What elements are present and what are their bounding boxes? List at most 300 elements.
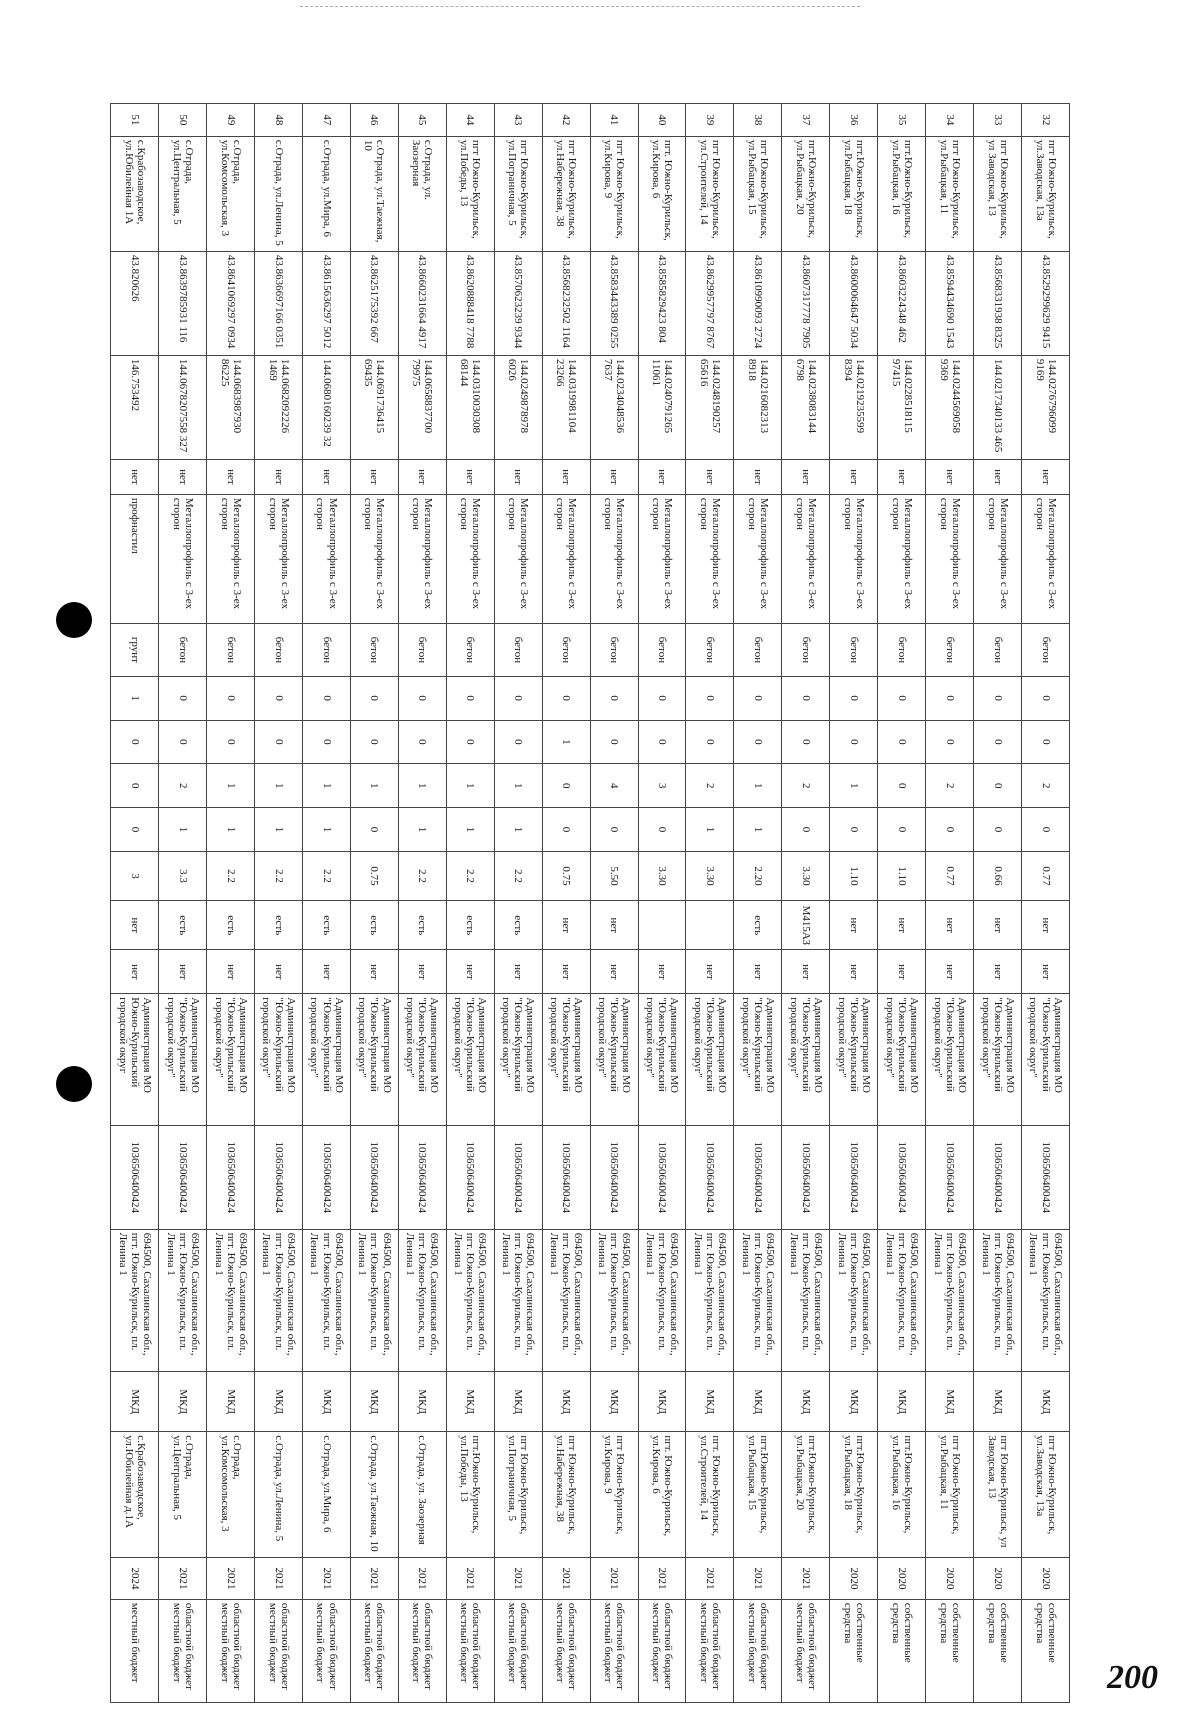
cell-lon: 144.0310030308 68144 bbox=[446, 355, 494, 459]
table-row bbox=[542, 104, 590, 1703]
cell-lat: 43.8607317778 7905 bbox=[782, 251, 830, 355]
cell-num: 37 bbox=[782, 104, 830, 137]
table-row bbox=[1022, 104, 1070, 1703]
cell-source: с.Крабозаводское, ул.Юбилейная д.1А bbox=[111, 1432, 159, 1558]
cell-c10: 0 bbox=[830, 808, 878, 852]
cell-num: 42 bbox=[542, 104, 590, 137]
cell-f4: нет bbox=[255, 459, 303, 494]
cell-c13: нет bbox=[686, 950, 734, 994]
cell-f4: нет bbox=[1022, 459, 1070, 494]
cell-num: 43 bbox=[494, 104, 542, 137]
cell-c11: 0.77 bbox=[1022, 851, 1070, 900]
cell-c9: 2 bbox=[159, 764, 207, 808]
cell-c12: нет bbox=[974, 901, 1022, 950]
cell-source: пгт Южно-Курильск, ул.Набережная, 38 bbox=[542, 1432, 590, 1558]
cell-address: пгт Южно-Курильск, ул Заводская, 13 bbox=[974, 136, 1022, 251]
table-row bbox=[111, 104, 159, 1703]
cell-type: МКД bbox=[494, 1372, 542, 1432]
cell-cover: Металлопрофиль с 3-ех сторон bbox=[398, 494, 446, 623]
cell-year: 2021 bbox=[159, 1558, 207, 1600]
cell-base: бетон bbox=[590, 624, 638, 677]
cell-c13: нет bbox=[590, 950, 638, 994]
cell-owner_addr: 694500, Сахалинская обл., пгт. Южно-Курильск, пл. Ленина 1 bbox=[734, 1229, 782, 1371]
cell-lon: 144.0658837700 79975 bbox=[398, 355, 446, 459]
cell-owner_addr: 694500, Сахалинская обл., пгт. Южно-Курильск, пл. Ленина 1 bbox=[398, 1229, 446, 1371]
cell-type: МКД bbox=[1022, 1372, 1070, 1432]
cell-owner: Администрация МО "Южно-Курильский городской округ" bbox=[830, 994, 878, 1125]
cell-type: МКД bbox=[638, 1372, 686, 1432]
cell-c11: 1.10 bbox=[878, 851, 926, 900]
cell-c9: 2 bbox=[926, 764, 974, 808]
cell-f4: нет bbox=[926, 459, 974, 494]
cell-c7: 0 bbox=[830, 676, 878, 720]
cell-c11: 3.30 bbox=[686, 851, 734, 900]
cell-year: 2021 bbox=[350, 1558, 398, 1600]
cell-year: 2021 bbox=[734, 1558, 782, 1600]
cell-c9: 1 bbox=[398, 764, 446, 808]
cell-lon: 144.0691736415 69435 bbox=[350, 355, 398, 459]
cell-type: МКД bbox=[686, 1372, 734, 1432]
cell-c10: 0 bbox=[350, 808, 398, 852]
cell-cover: Металлопрофиль с 3-ех сторон bbox=[926, 494, 974, 623]
cell-c10: 0 bbox=[542, 808, 590, 852]
cell-c12: нет bbox=[878, 901, 926, 950]
cell-lat: 43.8583443389 0255 bbox=[590, 251, 638, 355]
cell-type: МКД bbox=[303, 1372, 351, 1432]
cell-c10: 1 bbox=[446, 808, 494, 852]
cell-owner_addr: 694500, Сахалинская обл., пгт. Южно-Курильск, пл. Ленина 1 bbox=[207, 1229, 255, 1371]
cell-ogrn: 1036506400424 bbox=[974, 1125, 1022, 1229]
cell-lon: 144.0319981104 23266 bbox=[542, 355, 590, 459]
cell-cover: Металлопрофиль с 3-ех сторон bbox=[207, 494, 255, 623]
cell-cover: Металлопрофиль с 3-ех сторон bbox=[350, 494, 398, 623]
cell-base: бетон bbox=[878, 624, 926, 677]
cell-base: бетон bbox=[494, 624, 542, 677]
cell-owner: Администрация МО "Южно-Курильский городской округ" bbox=[303, 994, 351, 1125]
cell-type: МКД bbox=[590, 1372, 638, 1432]
cell-ogrn: 1036506400424 bbox=[446, 1125, 494, 1229]
cell-c7: 0 bbox=[1022, 676, 1070, 720]
cell-c7: 0 bbox=[398, 676, 446, 720]
cell-source: с.Отрада, ул. Заозерная bbox=[398, 1432, 446, 1558]
cell-owner_addr: 694500, Сахалинская обл., пгт. Южно-Курильск, пл. Ленина 1 bbox=[542, 1229, 590, 1371]
cell-f4: нет bbox=[398, 459, 446, 494]
cell-address: пгт Южно-Курильск, ул.Строителей, 14 bbox=[686, 136, 734, 251]
cell-address: с.Отрада, ул.Комсомольская, 3 bbox=[207, 136, 255, 251]
cell-c8: 0 bbox=[782, 720, 830, 764]
cell-c8: 0 bbox=[111, 720, 159, 764]
cell-base: бетон bbox=[350, 624, 398, 677]
cell-year: 2020 bbox=[1022, 1558, 1070, 1600]
cell-funding: областной бюджет местный бюджет bbox=[350, 1599, 398, 1702]
cell-year: 2021 bbox=[446, 1558, 494, 1600]
cell-owner: Администрация МО "Южно-Курильский городской округ" bbox=[255, 994, 303, 1125]
cell-cover: Металлопрофиль с 3-ех сторон bbox=[1022, 494, 1070, 623]
cell-f4: нет bbox=[542, 459, 590, 494]
cell-c10: 1 bbox=[303, 808, 351, 852]
cell-c8: 0 bbox=[398, 720, 446, 764]
cell-num: 35 bbox=[878, 104, 926, 137]
rotated-page bbox=[110, 103, 1070, 1703]
cell-owner_addr: 694500, Сахалинская обл., пгт. Южно-Курильск, пл. Ленина 1 bbox=[446, 1229, 494, 1371]
cell-source: пгт Южно-Курильск, ул.Кирова, 9 bbox=[590, 1432, 638, 1558]
cell-year: 2021 bbox=[255, 1558, 303, 1600]
cell-c12: М415АЗ bbox=[782, 901, 830, 950]
cell-lon: 144.0217340133 465 bbox=[974, 355, 1022, 459]
cell-ogrn: 1036506400424 bbox=[590, 1125, 638, 1229]
cell-num: 45 bbox=[398, 104, 446, 137]
cell-owner: Администрация МО Южно-Курильский городской округ bbox=[111, 994, 159, 1125]
cell-base: бетон bbox=[638, 624, 686, 677]
cell-num: 41 bbox=[590, 104, 638, 137]
cell-c10: 1 bbox=[255, 808, 303, 852]
cell-funding: областной бюджет местный бюджет bbox=[542, 1599, 590, 1702]
page-number: 200 bbox=[1107, 1659, 1158, 1696]
cell-c7: 0 bbox=[782, 676, 830, 720]
cell-f4: нет bbox=[494, 459, 542, 494]
cell-owner: Администрация МО "Южно-Курильский городской округ" bbox=[782, 994, 830, 1125]
cell-source: с.Отрада, ул.Комсомольская, 3 bbox=[207, 1432, 255, 1558]
cell-c7: 0 bbox=[494, 676, 542, 720]
cell-c11: 0.75 bbox=[542, 851, 590, 900]
cell-num: 40 bbox=[638, 104, 686, 137]
cell-c13: нет bbox=[734, 950, 782, 994]
cell-type: МКД bbox=[926, 1372, 974, 1432]
cell-owner: Администрация МО "Южно-Курильский городской округ" bbox=[734, 994, 782, 1125]
cell-cover: Металлопрофиль с 3-ех сторон bbox=[782, 494, 830, 623]
cell-lon: 144.0238083144 6798 bbox=[782, 355, 830, 459]
cell-c13: нет bbox=[111, 950, 159, 994]
cell-cover: Металлопрофиль с 3-ех сторон bbox=[878, 494, 926, 623]
cell-c8: 0 bbox=[207, 720, 255, 764]
cell-type: МКД bbox=[398, 1372, 446, 1432]
cell-base: бетон bbox=[686, 624, 734, 677]
cell-ogrn: 1036506400424 bbox=[398, 1125, 446, 1229]
cell-lat: 43.8594434690 1543 bbox=[926, 251, 974, 355]
cell-owner: Администрация МО "Южно-Курильский городской округ" bbox=[638, 994, 686, 1125]
cell-ogrn: 1036506400424 bbox=[350, 1125, 398, 1229]
cell-c9: 1 bbox=[734, 764, 782, 808]
cell-address: с.Отрада, ул. Заозерная bbox=[398, 136, 446, 251]
cell-c7: 0 bbox=[686, 676, 734, 720]
cell-address: пгт.Южно-Курильск, ул.Рыбацкая, 16 bbox=[878, 136, 926, 251]
cell-c9: 1 bbox=[207, 764, 255, 808]
table-row bbox=[734, 104, 782, 1703]
cell-f4: нет bbox=[686, 459, 734, 494]
cell-cover: Металлопрофиль с 3-ех сторон bbox=[590, 494, 638, 623]
cell-owner: Администрация МО "Южно-Курильский городской округ" bbox=[494, 994, 542, 1125]
cell-base: бетон bbox=[734, 624, 782, 677]
cell-lon: 144.0228518115 97415 bbox=[878, 355, 926, 459]
cell-year: 2020 bbox=[830, 1558, 878, 1600]
cell-cover: Металлопрофиль с 3-ех сторон bbox=[446, 494, 494, 623]
cell-c8: 0 bbox=[350, 720, 398, 764]
cell-source: с.Отрада, ул.Мира, 6 bbox=[303, 1432, 351, 1558]
cell-c13: нет bbox=[494, 950, 542, 994]
cell-funding: областной бюджет местный бюджет bbox=[303, 1599, 351, 1702]
cell-owner_addr: 694500, Сахалинская обл., пгт. Южно-Курильск, пл. Ленина 1 bbox=[926, 1229, 974, 1371]
cell-owner: Администрация МО "Южно-Курильский городской округ" bbox=[878, 994, 926, 1125]
cell-c10: 0 bbox=[638, 808, 686, 852]
cell-base: грунт bbox=[111, 624, 159, 677]
cell-year: 2020 bbox=[926, 1558, 974, 1600]
cell-year: 2021 bbox=[303, 1558, 351, 1600]
cell-address: пгт Южно-Курильск, ул.Заводская, 13а bbox=[1022, 136, 1070, 251]
cell-year: 2021 bbox=[398, 1558, 446, 1600]
cell-owner_addr: 694500, Сахалинская обл., пгт. Южно-Курильск, пл. Ленина 1 bbox=[830, 1229, 878, 1371]
cell-owner_addr: 694500, Сахалинская обл., пгт. Южно-Курильск, пл. Ленина 1 bbox=[686, 1229, 734, 1371]
cell-c12: нет bbox=[111, 901, 159, 950]
cell-cover: Металлопрофиль с 3-ех сторон bbox=[686, 494, 734, 623]
cell-c9: 2 bbox=[782, 764, 830, 808]
cell-funding: областной бюджет местный бюджет bbox=[590, 1599, 638, 1702]
cell-base: бетон bbox=[159, 624, 207, 677]
cell-ogrn: 1036506400424 bbox=[830, 1125, 878, 1229]
cell-owner_addr: 694500, Сахалинская обл., пгт. Южно-Курильск, пл. Ленина 1 bbox=[159, 1229, 207, 1371]
cell-year: 2021 bbox=[542, 1558, 590, 1600]
cell-funding: областной бюджет местный бюджет bbox=[782, 1599, 830, 1702]
cell-type: МКД bbox=[878, 1372, 926, 1432]
cell-c11: 2.2 bbox=[303, 851, 351, 900]
cell-base: бетон bbox=[303, 624, 351, 677]
cell-c13: нет bbox=[830, 950, 878, 994]
cell-type: МКД bbox=[782, 1372, 830, 1432]
cell-c9: 1 bbox=[446, 764, 494, 808]
cell-num: 50 bbox=[159, 104, 207, 137]
cell-lat: 43.8629957797 8767 bbox=[686, 251, 734, 355]
cell-cover: Металлопрофиль с 3-ех сторон bbox=[303, 494, 351, 623]
cell-c12 bbox=[686, 901, 734, 950]
cell-c13: нет bbox=[638, 950, 686, 994]
cell-funding: местный бюджет bbox=[111, 1599, 159, 1702]
cell-c10: 1 bbox=[398, 808, 446, 852]
cell-c12: есть bbox=[350, 901, 398, 950]
cell-address: с.Отрада, ул.Мира, 6 bbox=[303, 136, 351, 251]
cell-c12: нет bbox=[542, 901, 590, 950]
cell-c11: 1.10 bbox=[830, 851, 878, 900]
cell-c7: 0 bbox=[255, 676, 303, 720]
table-row bbox=[830, 104, 878, 1703]
cell-c11: 3.30 bbox=[782, 851, 830, 900]
cell-c7: 0 bbox=[590, 676, 638, 720]
cell-c13: нет bbox=[782, 950, 830, 994]
cell-num: 34 bbox=[926, 104, 974, 137]
cell-lon: 144.0216082313 8918 bbox=[734, 355, 782, 459]
cell-year: 2021 bbox=[207, 1558, 255, 1600]
table-row bbox=[782, 104, 830, 1703]
cell-c12: нет bbox=[830, 901, 878, 950]
cell-c8: 0 bbox=[686, 720, 734, 764]
cell-c10: 0 bbox=[974, 808, 1022, 852]
cell-lat: 43.8529299629 9415 bbox=[1022, 251, 1070, 355]
cell-source: пгт.Южно-Курильск, ул.Победы, 13 bbox=[446, 1432, 494, 1558]
cell-c9: 1 bbox=[255, 764, 303, 808]
cell-type: МКД bbox=[159, 1372, 207, 1432]
cell-lon: 144.0240791265 11061 bbox=[638, 355, 686, 459]
table-row bbox=[878, 104, 926, 1703]
cell-ogrn: 1036506400424 bbox=[878, 1125, 926, 1229]
cell-lon: 146.753492 bbox=[111, 355, 159, 459]
cell-c13: нет bbox=[303, 950, 351, 994]
cell-c12: есть bbox=[159, 901, 207, 950]
cell-c10: 0 bbox=[782, 808, 830, 852]
cell-c7: 0 bbox=[974, 676, 1022, 720]
cell-num: 33 bbox=[974, 104, 1022, 137]
cell-lat: 43.8610990093 2724 bbox=[734, 251, 782, 355]
cell-ogrn: 1036506400424 bbox=[159, 1125, 207, 1229]
cell-c12: есть bbox=[207, 901, 255, 950]
cell-num: 32 bbox=[1022, 104, 1070, 137]
table-row bbox=[926, 104, 974, 1703]
cell-c13: нет bbox=[207, 950, 255, 994]
cell-source: пгт.Южно-Курильск, ул.Рыбацкая, 18 bbox=[830, 1432, 878, 1558]
cell-lat: 43.8639785931 116 bbox=[159, 251, 207, 355]
cell-year: 2024 bbox=[111, 1558, 159, 1600]
cell-num: 39 bbox=[686, 104, 734, 137]
cell-source: пгт Южно-Курильск, ул.Пограничная, 5 bbox=[494, 1432, 542, 1558]
cell-c8: 1 bbox=[542, 720, 590, 764]
cell-type: МКД bbox=[446, 1372, 494, 1432]
cell-c8: 0 bbox=[734, 720, 782, 764]
cell-lon: 144.0248190257 65616 bbox=[686, 355, 734, 459]
cell-c11: 3 bbox=[111, 851, 159, 900]
table-row bbox=[207, 104, 255, 1703]
cell-cover: Металлопрофиль с 3-ех сторон bbox=[255, 494, 303, 623]
cell-c7: 0 bbox=[207, 676, 255, 720]
cell-c12: есть bbox=[446, 901, 494, 950]
cell-f4: нет bbox=[734, 459, 782, 494]
cell-num: 51 bbox=[111, 104, 159, 137]
table-row bbox=[159, 104, 207, 1703]
table-row bbox=[255, 104, 303, 1703]
table-row bbox=[446, 104, 494, 1703]
cell-ogrn: 1036506400424 bbox=[782, 1125, 830, 1229]
cell-year: 2020 bbox=[878, 1558, 926, 1600]
cell-cover: Металлопрофиль с 3-ех сторон bbox=[734, 494, 782, 623]
cell-f4: нет bbox=[830, 459, 878, 494]
cell-c10: 1 bbox=[159, 808, 207, 852]
cell-year: 2021 bbox=[638, 1558, 686, 1600]
cell-c11: 2.2 bbox=[446, 851, 494, 900]
table-row bbox=[590, 104, 638, 1703]
cell-f4: нет bbox=[303, 459, 351, 494]
cell-address: пгт Южно-Курильск, ул.Пограничная, 5 bbox=[494, 136, 542, 251]
cell-owner: Администрация МО "Южно-Курильский городской округ" bbox=[398, 994, 446, 1125]
cell-type: МКД bbox=[734, 1372, 782, 1432]
table-row bbox=[494, 104, 542, 1703]
cell-c12: нет bbox=[926, 901, 974, 950]
cell-year: 2021 bbox=[782, 1558, 830, 1600]
cell-source: пгт. Южно-Курильск, ул.Кирова, 6 bbox=[638, 1432, 686, 1558]
cell-owner_addr: 694500, Сахалинская обл., пгт. Южно-Курильск, пл. Ленина 1 bbox=[350, 1229, 398, 1371]
cell-base: бетон bbox=[782, 624, 830, 677]
cell-c12: есть bbox=[303, 901, 351, 950]
cell-owner_addr: 694500, Сахалинская обл., пгт. Южно-Курильск, пл. Ленина 1 bbox=[111, 1229, 159, 1371]
cell-c8: 0 bbox=[830, 720, 878, 764]
cell-owner: Администрация МО "Южно-Курильский городской округ" bbox=[350, 994, 398, 1125]
cell-address: пгт. Южно-Курильск, ул.Кирова, 6 bbox=[638, 136, 686, 251]
cell-c12: есть bbox=[494, 901, 542, 950]
cell-lon: 144.0680160239 32 bbox=[303, 355, 351, 459]
cell-c13: нет bbox=[446, 950, 494, 994]
cell-c8: 0 bbox=[446, 720, 494, 764]
cell-c8: 0 bbox=[878, 720, 926, 764]
cell-lat: 43.8568331938 8325 bbox=[974, 251, 1022, 355]
cell-c9: 2 bbox=[1022, 764, 1070, 808]
cell-year: 2021 bbox=[590, 1558, 638, 1600]
cell-address: пгт Южно-Курильск, ул.Рыбацкая, 11 bbox=[926, 136, 974, 251]
cell-address: пгт Южно-Курильск, ул.Набережная, 38 bbox=[542, 136, 590, 251]
cell-cover: Металлопрофиль с 3-ех сторон bbox=[638, 494, 686, 623]
cell-c9: 1 bbox=[494, 764, 542, 808]
cell-c9: 1 bbox=[303, 764, 351, 808]
cell-c9: 0 bbox=[878, 764, 926, 808]
cell-funding: областной бюджет местный бюджет bbox=[638, 1599, 686, 1702]
cell-c10: 0 bbox=[590, 808, 638, 852]
cell-address: с.Отрада, ул.Таежная, 10 bbox=[350, 136, 398, 251]
cell-funding: собственные средства bbox=[830, 1599, 878, 1702]
cell-c13: нет bbox=[1022, 950, 1070, 994]
cell-c12: нет bbox=[590, 901, 638, 950]
cell-c9: 0 bbox=[111, 764, 159, 808]
cell-address: пгт Южно-Курильск, ул.Кирова, 9 bbox=[590, 136, 638, 251]
cell-c12: есть bbox=[734, 901, 782, 950]
cell-c7: 0 bbox=[926, 676, 974, 720]
cell-funding: областной бюджет местный бюджет bbox=[734, 1599, 782, 1702]
cell-c13: нет bbox=[542, 950, 590, 994]
cell-lon: 144.0683987930 86225 bbox=[207, 355, 255, 459]
cell-type: МКД bbox=[255, 1372, 303, 1432]
table-row bbox=[398, 104, 446, 1703]
cell-c13: нет bbox=[878, 950, 926, 994]
cell-type: МКД bbox=[350, 1372, 398, 1432]
table-row bbox=[974, 104, 1022, 1703]
cell-owner: Администрация МО "Южно-Курильский городской округ" bbox=[926, 994, 974, 1125]
punch-hole-bottom bbox=[56, 1066, 92, 1102]
cell-c11: 2.2 bbox=[398, 851, 446, 900]
punch-hole-top bbox=[56, 602, 92, 638]
cell-owner: Администрация МО "Южно-Курильский городской округ" bbox=[446, 994, 494, 1125]
cell-c8: 0 bbox=[1022, 720, 1070, 764]
cell-lat: 43.8636697166 0351 bbox=[255, 251, 303, 355]
cell-address: с.Отрада, ул.Центральная, 5 bbox=[159, 136, 207, 251]
cell-c10: 1 bbox=[734, 808, 782, 852]
cell-ogrn: 1036506400424 bbox=[494, 1125, 542, 1229]
cell-c13: нет bbox=[350, 950, 398, 994]
cell-c8: 0 bbox=[638, 720, 686, 764]
cell-c13: нет bbox=[974, 950, 1022, 994]
cell-c8: 0 bbox=[494, 720, 542, 764]
cell-c8: 0 bbox=[159, 720, 207, 764]
cell-source: пгт.Южно-Курильск, ул.Рыбацкая, 15 bbox=[734, 1432, 782, 1558]
cell-c10: 0 bbox=[878, 808, 926, 852]
cell-f4: нет bbox=[974, 459, 1022, 494]
cell-c11: 2.20 bbox=[734, 851, 782, 900]
cell-c10: 0 bbox=[111, 808, 159, 852]
cell-type: МКД bbox=[974, 1372, 1022, 1432]
cell-owner_addr: 694500, Сахалинская обл., пгт. Южно-Курильск, пл. Ленина 1 bbox=[255, 1229, 303, 1371]
cell-lon: 144.0219235599 8394 bbox=[830, 355, 878, 459]
cell-owner: Администрация МО "Южно-Курильский городской округ" bbox=[1022, 994, 1070, 1125]
cell-c13: нет bbox=[255, 950, 303, 994]
cell-num: 46 bbox=[350, 104, 398, 137]
cell-funding: собственные средства bbox=[974, 1599, 1022, 1702]
cell-type: МКД bbox=[207, 1372, 255, 1432]
cell-funding: собственные средства bbox=[1022, 1599, 1070, 1702]
registry-body bbox=[111, 104, 1070, 1703]
cell-ogrn: 1036506400424 bbox=[111, 1125, 159, 1229]
cell-type: МКД bbox=[111, 1372, 159, 1432]
